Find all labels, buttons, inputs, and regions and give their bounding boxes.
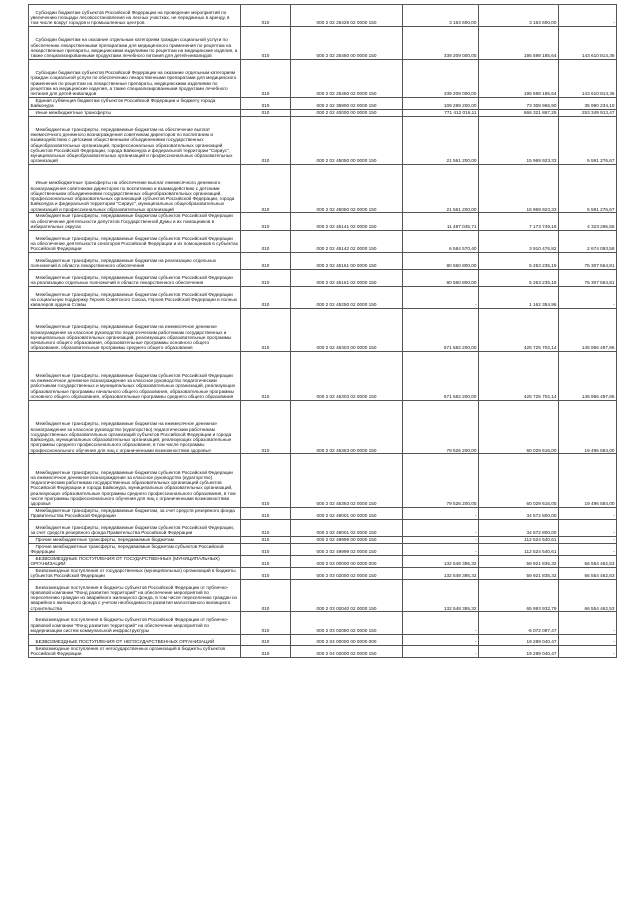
approved-amount-cell: 79 526 200,00	[403, 454, 479, 508]
executed-amount-cell: 666 321 867,25	[479, 109, 559, 116]
approved-amount-cell: -	[403, 536, 479, 543]
budget-code-cell: 000 2 02 45250 02 0000 150	[291, 286, 403, 308]
line-code-cell: 010	[241, 59, 291, 97]
budget-code-cell: 000 2 02 40000 00 0000 150	[291, 109, 403, 116]
approved-amount-cell: 79 526 200,00	[403, 400, 479, 454]
line-code-cell: 010	[241, 269, 291, 286]
table-row	[29, 519, 617, 536]
unexecuted-amount-cell: 75 307 564,81	[559, 252, 617, 269]
budget-code-cell: 000 2 02 45142 02 0000 150	[291, 230, 403, 252]
executed-amount-cell: 19 289 040,47	[479, 634, 559, 646]
budget-code-cell: 000 2 02 45161 00 0000 150	[291, 252, 403, 269]
line-code-cell: 010	[241, 5, 291, 27]
unexecuted-amount-cell: -	[559, 646, 617, 658]
table-row	[29, 352, 617, 400]
executed-amount-cell: 195 598 185,64	[479, 59, 559, 97]
line-code-cell: 010	[241, 27, 291, 60]
executed-amount-cell: -6 072 097,47	[479, 612, 559, 634]
approved-amount-cell: -	[403, 612, 479, 634]
approved-amount-cell: -	[403, 507, 479, 519]
approved-amount-cell: -	[403, 543, 479, 555]
budget-code-cell: 000 2 02 45050 02 0000 150	[291, 165, 403, 213]
unexecuted-amount-cell: 35 990 234,10	[559, 97, 617, 109]
table-row	[29, 507, 617, 519]
approved-amount-cell: -	[403, 646, 479, 658]
table-row	[29, 536, 617, 543]
account-name-cell: Межбюджетные трансферты, передаваемые бюджетам субъектов Российской Федерации, за счет средств резервного фонда Правительства Российской Федерации	[29, 519, 241, 536]
unexecuted-amount-cell: 66 554 462,53	[559, 555, 617, 567]
line-code-cell: 010	[241, 646, 291, 658]
table-row	[29, 579, 617, 612]
unexecuted-amount-cell: -	[559, 5, 617, 27]
executed-amount-cell: 7 173 749,16	[479, 213, 559, 230]
table-row	[29, 165, 617, 213]
account-name-cell: Прочие межбюджетные трансферты, передаваемые бюджетам	[29, 536, 241, 543]
line-code-cell: 010	[241, 286, 291, 308]
account-name-cell: Иные межбюджетные трансферты на обеспечение выплат ежемесячного денежного вознаграждения советникам директоров по воспитанию и взаимодействию с детскими общественными объединениями государственных общеобразовательных организаций, профессиональных образовательных организаций субъектов Российской Федерации, города Байконура и федеральной территории "Сириус", муниципальных общеобразовательных организаций и профессиональных образовательных организаций	[29, 165, 241, 213]
approved-amount-cell: 21 561 200,00	[403, 116, 479, 164]
approved-amount-cell: 3 163 600,00	[403, 5, 479, 27]
table-row	[29, 454, 617, 508]
unexecuted-amount-cell: 66 554 462,53	[559, 567, 617, 579]
approved-amount-cell: 80 560 800,00	[403, 252, 479, 269]
account-name-cell: Иные межбюджетные трансферты	[29, 109, 241, 116]
executed-amount-cell: 59 921 835,32	[479, 555, 559, 567]
budget-code-cell: 000 2 03 02040 02 0000 150	[291, 579, 403, 612]
table-row	[29, 109, 617, 116]
unexecuted-amount-cell: 5 591 276,67	[559, 165, 617, 213]
budget-code-cell: 000 2 02 35900 02 0000 150	[291, 97, 403, 109]
account-name-cell: Межбюджетные трансферты, передаваемые бюджетам субъектов Российской Федерации на ежемесячное денежное вознаграждение за классное руководство (кураторство) педагогическим работникам государственных образовательных организаций субъектов Российской Федерации и города Байконура, муниципальных образовательных организаций, реализующих образовательные программы среднего профессионального образования, в том числе программы профессионального обучения для лиц с ограниченными возможностями здоровья	[29, 454, 241, 508]
approved-amount-cell: 339 209 000,00	[403, 27, 479, 60]
table-row	[29, 543, 617, 555]
unexecuted-amount-cell: 75 307 564,81	[559, 269, 617, 286]
unexecuted-amount-cell: -	[559, 543, 617, 555]
executed-amount-cell: 425 725 702,14	[479, 308, 559, 351]
table-row	[29, 612, 617, 634]
executed-amount-cell: 34 572 800,00	[479, 507, 559, 519]
line-code-cell: 010	[241, 536, 291, 543]
approved-amount-cell: 11 487 045,71	[403, 213, 479, 230]
table-body	[29, 5, 617, 658]
account-name-cell: Прочие межбюджетные трансферты, передаваемые бюджетам субъектов Российской Федерации	[29, 543, 241, 555]
approved-amount-cell: 21 561 200,00	[403, 165, 479, 213]
budget-code-cell: 000 2 02 45303 02 0000 150	[291, 352, 403, 400]
account-name-cell: Межбюджетные трансферты, передаваемые бюджетам на ежемесячное денежное вознаграждение за классное руководство (кураторство) педагогическим работникам государственных образовательных организаций субъектов Российской Федерации и города Байконура, муниципальных образовательных организаций, реализующих образовательные программы среднего профессионального образования, в том числе программы профессионального обучения для лиц с ограниченными возможностями здоровья	[29, 400, 241, 454]
line-code-cell: 010	[241, 252, 291, 269]
table-row	[29, 634, 617, 646]
table-row	[29, 27, 617, 60]
table-row	[29, 213, 617, 230]
account-name-cell: Безвозмездные поступления от негосударственных организаций в бюджеты субъектов Российской Федерации	[29, 646, 241, 658]
unexecuted-amount-cell: 143 610 814,36	[559, 27, 617, 60]
table-row	[29, 308, 617, 351]
line-code-cell: 010	[241, 165, 291, 213]
table-row	[29, 555, 617, 567]
account-name-cell: Межбюджетные трансферты, передаваемые бюджетам субъектов Российской Федерации на ежемесячное денежное вознаграждение за классное руководство педагогическим работникам государственных и муниципальных образовательных организаций, реализующих образовательные программы начального общего образования, образовательные программы основного общего образования, образовательные программы среднего общего образования	[29, 352, 241, 400]
unexecuted-amount-cell: -	[559, 634, 617, 646]
line-code-cell: 010	[241, 352, 291, 400]
executed-amount-cell: 19 289 040,47	[479, 646, 559, 658]
executed-amount-cell: 1 162 354,96	[479, 286, 559, 308]
approved-amount-cell: 109 299 200,00	[403, 97, 479, 109]
account-name-cell: Субсидии бюджетам субъектов Российской Федерации на оказание отдельным категориям граждан социальной услуги по обеспечению лекарственными препаратами для медицинского применения по рецептам на лекарственные препараты, медицинскими изделиями по рецептам на медицинские изделия, а также специализированными продуктами лечебного питания для детей-инвалидов	[29, 59, 241, 97]
line-code-cell: 010	[241, 555, 291, 567]
executed-amount-cell: 195 598 185,64	[479, 27, 559, 60]
budget-code-cell: 000 2 02 25460 02 0000 150	[291, 59, 403, 97]
executed-amount-cell: 425 725 702,14	[479, 352, 559, 400]
executed-amount-cell: 15 969 923,33	[479, 165, 559, 213]
account-name-cell: Межбюджетные трансферты, передаваемые бюджетам субъектов Российской Федерации на обеспечение деятельности сенаторов Российской Федерации и их помощников в субъектах Российской Федерации	[29, 230, 241, 252]
table-row	[29, 59, 617, 97]
table-row	[29, 116, 617, 164]
budget-code-cell: 000 2 02 25429 02 0000 150	[291, 5, 403, 27]
executed-amount-cell: 60 029 616,00	[479, 454, 559, 508]
budget-code-cell: 000 2 02 45050 00 0000 150	[291, 116, 403, 164]
line-code-cell: 010	[241, 230, 291, 252]
table-row	[29, 646, 617, 658]
account-name-cell: Единая субвенция бюджетам субъектов Российской Федерации и бюджету города Байконура	[29, 97, 241, 109]
unexecuted-amount-cell: 145 956 497,86	[559, 352, 617, 400]
account-name-cell: Межбюджетные трансферты, передаваемые бюджетам на реализацию отдельных полномочий в области лекарственного обеспечения	[29, 252, 241, 269]
budget-code-cell: 000 2 03 02000 02 0000 150	[291, 567, 403, 579]
budget-code-cell: 000 2 02 45161 02 0000 150	[291, 269, 403, 286]
approved-amount-cell: -	[403, 286, 479, 308]
unexecuted-amount-cell: -	[559, 519, 617, 536]
line-code-cell: 010	[241, 579, 291, 612]
executed-amount-cell: 5 253 235,19	[479, 269, 559, 286]
unexecuted-amount-cell: 253 349 913,47	[559, 109, 617, 116]
budget-execution-table	[28, 4, 617, 658]
line-code-cell: 010	[241, 612, 291, 634]
budget-code-cell: 000 2 02 49001 02 0000 150	[291, 519, 403, 536]
line-code-cell: 010	[241, 109, 291, 116]
budget-code-cell: 000 2 04 00000 00 0000 000	[291, 634, 403, 646]
account-name-cell: Субсидии бюджетам субъектов Российской Федерации на проведение мероприятий по увеличению площади лесовосстановления на лесных участках, не переданных в аренду, в том числе вокруг городов и промышленных центров	[29, 5, 241, 27]
executed-amount-cell: 60 029 616,00	[479, 400, 559, 454]
line-code-cell: 010	[241, 213, 291, 230]
account-name-cell: БЕЗВОЗМЕЗДНЫЕ ПОСТУПЛЕНИЯ ОТ ГОСУДАРСТВЕННЫХ (МУНИЦИПАЛЬНЫХ) ОРГАНИЗАЦИЙ	[29, 555, 241, 567]
executed-amount-cell: 112 524 540,61	[479, 536, 559, 543]
budget-code-cell: 000 2 02 45363 02 0000 150	[291, 454, 403, 508]
unexecuted-amount-cell: 19 496 584,00	[559, 454, 617, 508]
account-name-cell: Безвозмездные поступления в бюджеты субъектов Российской Федерации от публично-правовой компании "Фонд развития территорий" на обеспечение мероприятий по модернизации систем коммунальной инфраструктуры	[29, 612, 241, 634]
approved-amount-cell: -	[403, 519, 479, 536]
executed-amount-cell: 5 253 235,19	[479, 252, 559, 269]
budget-code-cell: 000 2 02 49001 00 0000 150	[291, 507, 403, 519]
budget-code-cell: 000 2 02 45363 00 0000 150	[291, 400, 403, 454]
table-row	[29, 400, 617, 454]
executed-amount-cell: 112 524 540,61	[479, 543, 559, 555]
budget-code-cell: 000 2 02 45141 02 0000 150	[291, 213, 403, 230]
line-code-cell: 010	[241, 400, 291, 454]
unexecuted-amount-cell: -	[559, 536, 617, 543]
executed-amount-cell: 3 163 600,00	[479, 5, 559, 27]
line-code-cell: 010	[241, 519, 291, 536]
account-name-cell: БЕЗВОЗМЕЗДНЫЕ ПОСТУПЛЕНИЯ ОТ НЕГОСУДАРСТВЕННЫХ ОРГАНИЗАЦИЙ	[29, 634, 241, 646]
line-code-cell: 010	[241, 543, 291, 555]
budget-code-cell: 000 2 02 49999 02 0000 150	[291, 543, 403, 555]
unexecuted-amount-cell: 66 554 462,53	[559, 579, 617, 612]
executed-amount-cell: 59 921 835,32	[479, 567, 559, 579]
account-name-cell: Межбюджетные трансферты, передаваемые бюджетам на ежемесячное денежное вознаграждение за классное руководство педагогическим работникам государственных и муниципальных образовательных организаций, реализующих образовательные программы начального общего образования, образовательные программы основного общего образования, образовательные программы среднего общего образования	[29, 308, 241, 351]
account-name-cell: Межбюджетные трансферты, передаваемые бюджетам субъектов Российской Федерации на социальную поддержку Героев Советского Союза, Героев Российской Федерации и полных кавалеров ордена Славы	[29, 286, 241, 308]
approved-amount-cell: 80 560 800,00	[403, 269, 479, 286]
approved-amount-cell: 6 584 570,40	[403, 230, 479, 252]
budget-code-cell: 000 2 03 00000 00 0000 000	[291, 555, 403, 567]
approved-amount-cell: -	[403, 634, 479, 646]
line-code-cell: 010	[241, 308, 291, 351]
table-row	[29, 269, 617, 286]
approved-amount-cell: 339 209 000,00	[403, 59, 479, 97]
table-row	[29, 97, 617, 109]
line-code-cell: 010	[241, 507, 291, 519]
line-code-cell: 010	[241, 454, 291, 508]
approved-amount-cell: 771 412 016,11	[403, 109, 479, 116]
unexecuted-amount-cell: 145 956 497,86	[559, 308, 617, 351]
line-code-cell: 010	[241, 97, 291, 109]
approved-amount-cell: 132 548 395,32	[403, 567, 479, 579]
line-code-cell: 010	[241, 567, 291, 579]
table-row	[29, 567, 617, 579]
account-name-cell: Межбюджетные трансферты, передаваемые бюджетам субъектов Российской Федерации на обеспечение деятельности депутатов Государственной Думы и их помощников в избирательных округах	[29, 213, 241, 230]
budget-code-cell: 000 2 03 02080 02 0000 150	[291, 612, 403, 634]
account-name-cell: Субсидии бюджетам на оказание отдельным категориям граждан социальной услуги по обеспечению лекарственными препаратами для медицинского применения по рецептам на лекарственные препараты, медицинскими изделиями по рецептам на медицинские изделия, а также специализированными продуктами лечебного питания для детей-инвалидов	[29, 27, 241, 60]
budget-code-cell: 000 2 02 25460 00 0000 150	[291, 27, 403, 60]
account-name-cell: Безвозмездные поступления от государственных (муниципальных) организаций в бюджеты субъектов Российской Федерации	[29, 567, 241, 579]
table-row	[29, 252, 617, 269]
approved-amount-cell: 571 682 200,00	[403, 352, 479, 400]
account-name-cell: Межбюджетные трансферты, передаваемые бюджетам, за счет средств резервного фонда Правительства Российской Федерации	[29, 507, 241, 519]
line-code-cell: 010	[241, 116, 291, 164]
approved-amount-cell: 571 682 200,00	[403, 308, 479, 351]
executed-amount-cell: 15 969 923,33	[479, 116, 559, 164]
account-name-cell: Межбюджетные трансферты, передаваемые бюджетам субъектов Российской Федерации на реализацию отдельных полномочий в области лекарственного обеспечения	[29, 269, 241, 286]
executed-amount-cell: 73 308 965,90	[479, 97, 559, 109]
account-name-cell: Безвозмездные поступления в бюджеты субъектов Российской Федерации от публично-правовой компании "Фонд развития территорий" на обеспечение мероприятий по переселению граждан из аварийного жилищного фонда, в том числе переселению граждан из аварийного жилищного фонда с учетом необходимости развития малоэтажного жилищного строительства	[29, 579, 241, 612]
unexecuted-amount-cell: 143 610 814,36	[559, 59, 617, 97]
budget-report-sheet	[28, 4, 616, 658]
unexecuted-amount-cell: 2 674 093,58	[559, 230, 617, 252]
line-code-cell: 010	[241, 634, 291, 646]
table-row	[29, 230, 617, 252]
executed-amount-cell: 3 910 476,82	[479, 230, 559, 252]
unexecuted-amount-cell: 4 323 296,55	[559, 213, 617, 230]
table-row	[29, 286, 617, 308]
account-name-cell: Межбюджетные трансферты, передаваемые бюджетам на обеспечение выплат ежемесячного денежного вознаграждения советникам директоров по воспитанию и взаимодействию с детскими общественными объединениями государственных общеобразовательных организаций, профессиональных образовательных организаций субъектов Российской Федерации, города Байконура и федеральной территории "Сириус", муниципальных общеобразовательных организаций и профессиональных образовательных организаций	[29, 116, 241, 164]
unexecuted-amount-cell: -	[559, 507, 617, 519]
budget-code-cell: 000 2 02 45303 00 0000 150	[291, 308, 403, 351]
table-row	[29, 5, 617, 27]
unexecuted-amount-cell: 5 591 276,67	[559, 116, 617, 164]
unexecuted-amount-cell: -	[559, 612, 617, 634]
budget-code-cell: 000 2 02 49999 00 0000 150	[291, 536, 403, 543]
executed-amount-cell: 65 993 932,79	[479, 579, 559, 612]
approved-amount-cell: 132 548 395,32	[403, 555, 479, 567]
approved-amount-cell: 132 548 395,32	[403, 579, 479, 612]
unexecuted-amount-cell: 19 496 584,00	[559, 400, 617, 454]
unexecuted-amount-cell: -	[559, 286, 617, 308]
budget-code-cell: 000 2 04 02000 02 0000 150	[291, 646, 403, 658]
executed-amount-cell: 34 572 800,00	[479, 519, 559, 536]
